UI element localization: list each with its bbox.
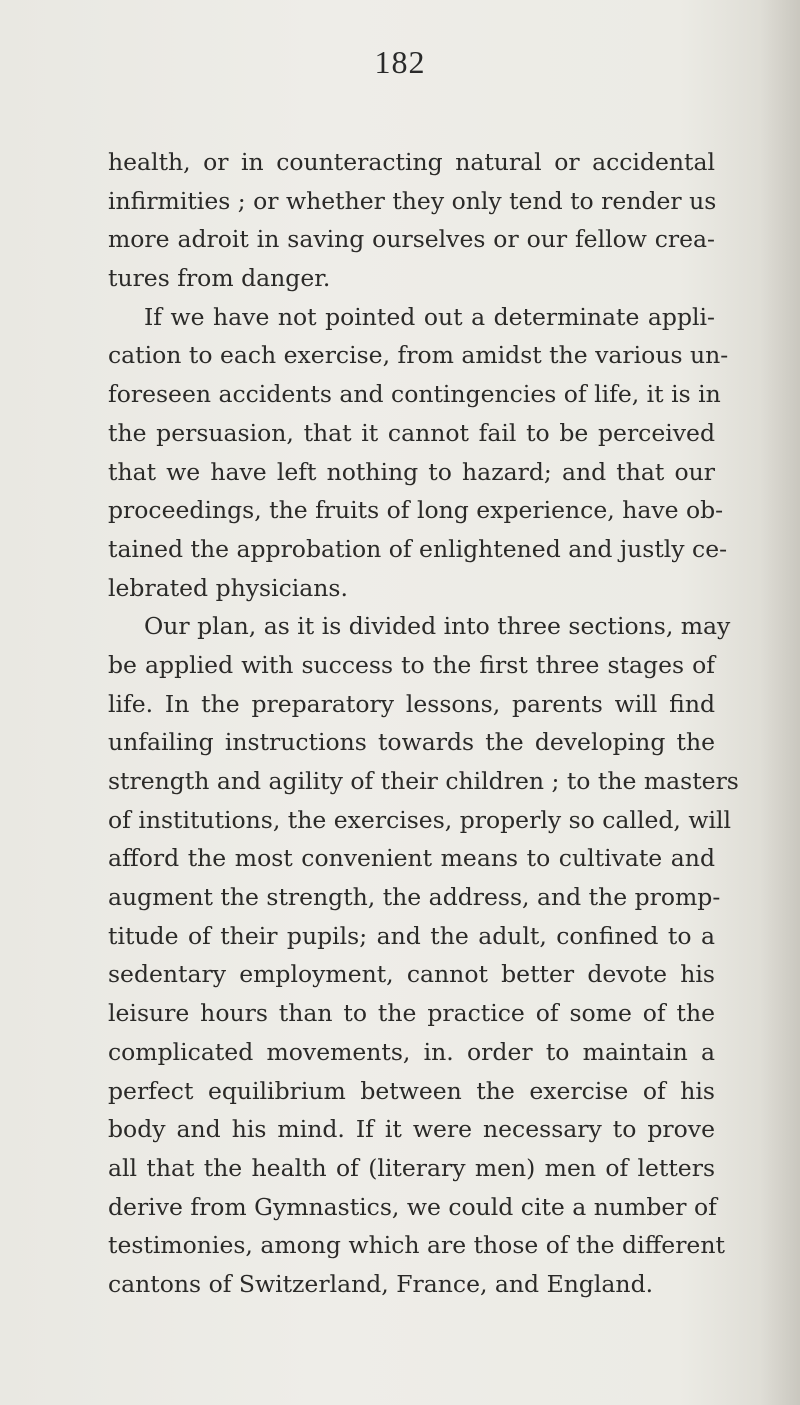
text-line: tained the approbation of enlightened and justly ce- <box>108 534 728 563</box>
text-line: body and his mind. If it were necessary to prove <box>108 1115 715 1144</box>
text-line: the persuasion, that it cannot fail to be perceived <box>108 418 715 447</box>
text-line: perfect equilibrium between the exercise of his <box>108 1076 715 1105</box>
text-line: all that the health of (literary men) men of letters <box>108 1153 715 1182</box>
text-line: health, or in counteracting natural or accidental <box>108 148 715 176</box>
text-line: cantons of Switzerland, France, and England. <box>108 1269 654 1298</box>
text-line: Our plan, as it is divided into three sections, may <box>144 612 731 641</box>
text-line: more adroit in saving ourselves or our fellow crea- <box>108 225 715 254</box>
text-line: leisure hours than to the practice of some of the <box>108 999 715 1028</box>
text-line: cation to each exercise, from amidst the various un- <box>108 341 729 370</box>
page-number: 182 <box>374 44 426 80</box>
text-line: augment the strength, the address, and the promp- <box>108 883 721 912</box>
text-line: life. In the preparatory lessons, parents will find <box>108 689 715 718</box>
text-line: foreseen accidents and contingencies of life, it is in <box>108 380 721 409</box>
text-line: strength and agility of their children ; to the masters <box>108 767 739 795</box>
text-line: If we have not pointed out a determinate appli- <box>144 302 715 331</box>
text-line: lebrated physicians. <box>108 573 348 602</box>
text-line: derive from Gymnastics, we could cite a number of <box>108 1192 717 1221</box>
text-line: testimonies, among which are those of the different <box>108 1231 725 1260</box>
text-line: of institutions, the exercises, properly so called, will <box>108 805 732 834</box>
page-edge-shadow <box>760 0 800 1405</box>
text-line: infirmities ; or whether they only tend to render us <box>108 186 717 215</box>
text-line: unfailing instructions towards the developing the <box>108 728 715 757</box>
text-line: sedentary employment, cannot better devote his <box>108 960 715 989</box>
text-line: titude of their pupils; and the adult, confined to a <box>108 921 715 950</box>
text-line: that we have left nothing to hazard; and that our <box>108 457 715 486</box>
text-line: proceedings, the fruits of long experience, have ob- <box>108 496 724 525</box>
text-line: afford the most convenient means to cultivate and <box>108 844 715 873</box>
text-line: complicated movements, in. order to maintain a <box>108 1037 715 1066</box>
text-line: tures from danger. <box>108 264 331 293</box>
text-line: be applied with success to the first three stages of <box>108 650 715 679</box>
body-text <box>108 143 739 1304</box>
